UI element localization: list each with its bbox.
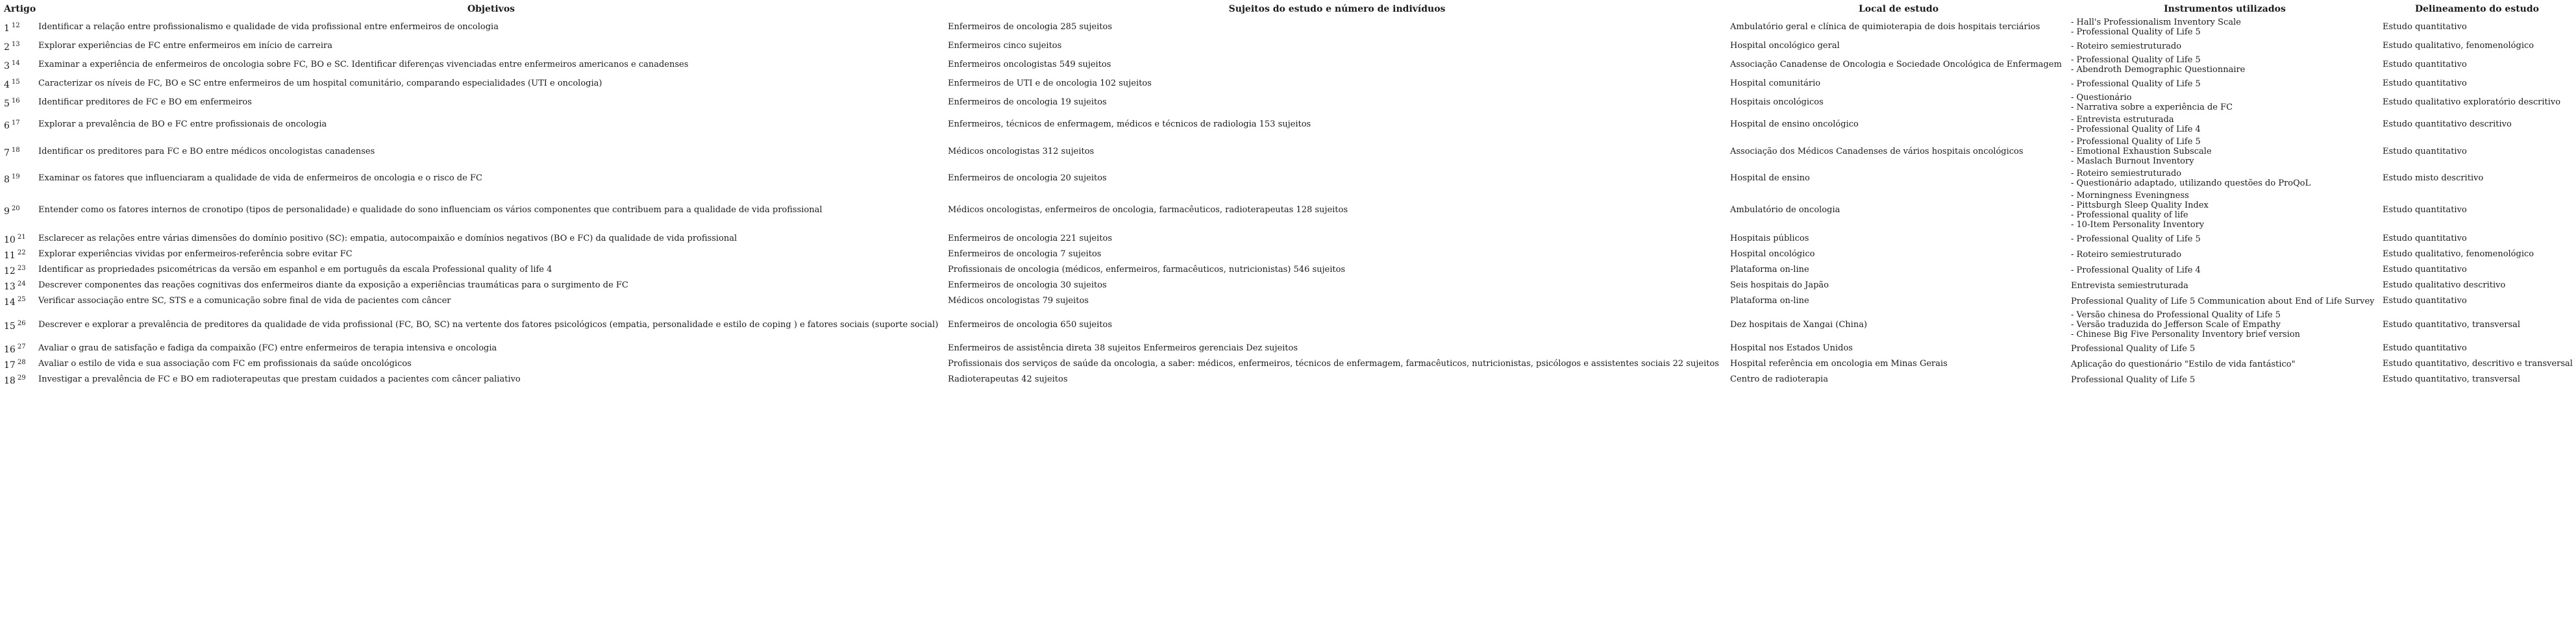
header-artigo: Artigo [4, 4, 36, 14]
design-cell: Estudo quantitativo [2383, 296, 2467, 306]
header-local: Local de estudo [1858, 4, 1939, 14]
objective-cell: Entender como os fatores internos de cronotipo (tipos de personalidade) e qualidade do sono influenciam os vários componentes que contribuem para a qualidade de vida profissional [38, 205, 823, 215]
subjects-cell: Enfermeiros de oncologia 7 sujeitos [948, 249, 1102, 259]
article-number [3, 38, 36, 54]
instruments-cell [2069, 341, 2381, 356]
design-cell: Estudo quantitativo [2383, 265, 2467, 275]
article-number [3, 54, 36, 76]
article-number [3, 278, 36, 293]
article-number [3, 136, 36, 167]
instrument-item: - Roteiro semiestruturado [2071, 249, 2182, 260]
design-cell: Estudo quantitativo [2383, 60, 2467, 69]
reference-number: 25 [17, 296, 26, 303]
article-index: 6 [4, 121, 10, 131]
design-cell: Estudo quantitativo, transversal [2383, 374, 2521, 384]
location-cell: Hospital nos Estados Unidos [1730, 343, 1853, 353]
location-cell: Associação dos Médicos Canadenses de vários hospitais oncológicos [1730, 146, 2024, 156]
article-index: 10 [4, 235, 16, 245]
design-cell: Estudo quantitativo, transversal [2383, 319, 2521, 330]
article-index: 3 [4, 61, 10, 71]
header-delineamento: Delineamento do estudo [2415, 4, 2539, 14]
location-cell: Hospital oncológico [1730, 249, 1815, 259]
location-cell: Hospital oncológico geral [1730, 41, 1840, 51]
objective-cell: Explorar a prevalência de BO e FC entre profissionais de oncologia [38, 119, 327, 129]
design-cell: Estudo quantitativo [2383, 343, 2467, 353]
table-row [3, 372, 2573, 387]
subjects-cell: Enfermeiros oncologistas 549 sujeitos [948, 60, 1111, 69]
reference-number: 23 [17, 265, 26, 272]
reference-number: 15 [11, 79, 20, 86]
instrument-item: - Emotional Exhaustion Subscale [2071, 147, 2212, 156]
article-number [3, 293, 36, 309]
article-index: 2 [4, 42, 10, 53]
reference-number: 18 [11, 146, 20, 154]
subjects-cell: Profissionais de oncologia (médicos, enfermeiros, farmacêuticos, nutricionistas) 546 sujeitos [948, 265, 1346, 275]
article-number [3, 114, 36, 136]
instruments-cell [2069, 16, 2381, 38]
subjects-cell: Enfermeiros de UTI e de oncologia 102 sujeitos [948, 79, 1152, 88]
reference-number: 14 [11, 60, 20, 67]
table-row [3, 76, 2573, 92]
subjects-cell: Enfermeiros, técnicos de enfermagem, médicos e técnicos de radiologia 153 sujeitos [948, 119, 1311, 129]
subjects-cell: Médicos oncologistas 79 sujeitos [948, 296, 1089, 306]
article-index: 16 [4, 345, 16, 355]
subjects-cell: Profissionais dos serviços de saúde da oncologia, a saber: médicos, enfermeiros, técnicos de enfermagem, farmacêuticos, nutricionistas, psicólogos e assistentes sociais 22 sujeitos [948, 359, 1719, 369]
reference-number: 22 [17, 249, 26, 256]
article-number [3, 190, 36, 231]
instrument-item: - Professional Quality of Life 5 [2071, 55, 2201, 65]
subjects-cell: Enfermeiros de oncologia 30 sujeitos [948, 280, 1107, 290]
article-index: 14 [4, 297, 16, 308]
instrument-item: - Entrevista estruturada [2071, 115, 2174, 125]
objective-cell: Explorar experiências de FC entre enfermeiros em início de carreira [38, 41, 332, 51]
instrument-item: - Hall's Professionalism Inventory Scale [2071, 18, 2241, 27]
table-row [3, 247, 2573, 262]
instrument-item: Entrevista semiestruturada [2071, 280, 2188, 291]
instrument-item: - Roteiro semiestruturado [2071, 41, 2182, 51]
instrument-item: - Professional Quality of Life 4 [2071, 265, 2201, 275]
article-number [3, 16, 36, 38]
article-number [3, 372, 36, 387]
table-row [3, 309, 2573, 341]
location-cell: Dez hospitais de Xangai (China) [1730, 319, 1868, 330]
objective-cell: Esclarecer as relações entre várias dimensões do domínio positivo (SC): empatia, autocompaixão e domínios negativos (BO e FC) da qualidade de vida profissional [38, 234, 737, 243]
instrument-item: - Roteiro semiestruturado [2071, 169, 2182, 178]
instrument-item: Professional Quality of Life 5 [2071, 343, 2196, 354]
table-row [3, 114, 2573, 136]
instrument-item: - Professional Quality of Life 5 [2071, 79, 2201, 89]
reference-number: 19 [11, 173, 20, 180]
instruments-cell [2069, 167, 2381, 190]
reference-number: 17 [11, 119, 20, 127]
design-cell: Estudo quantitativo [2383, 234, 2467, 243]
design-cell: Estudo qualitativo, fenomenológico [2383, 249, 2534, 259]
location-cell: Centro de radioterapia [1730, 374, 1828, 384]
subjects-cell: Médicos oncologistas, enfermeiros de oncologia, farmacêuticos, radioterapeutas 128 sujeitos [948, 205, 1348, 215]
reference-number: 20 [11, 205, 20, 212]
instruments-cell [2069, 309, 2381, 341]
table-row [3, 190, 2573, 231]
subjects-cell: Enfermeiros de oncologia 650 sujeitos [948, 319, 1112, 330]
instrument-item: - Narrativa sobre a experiência de FC [2071, 103, 2233, 112]
location-cell: Hospital comunitário [1730, 79, 1821, 88]
design-cell: Estudo quantitativo descritivo [2383, 119, 2512, 129]
instrument-item: - Versão chinesa do Professional Quality of Life 5 [2071, 310, 2281, 320]
articles-table [3, 3, 2573, 387]
design-cell: Estudo quantitativo [2383, 146, 2467, 156]
table-row [3, 293, 2573, 309]
instrument-item: - Maslach Burnout Inventory [2071, 156, 2194, 166]
instrument-item: - Chinese Big Five Personality Inventory brief version [2071, 330, 2301, 339]
article-index: 7 [4, 147, 10, 158]
instrument-item: Aplicação do questionário "Estilo de vida fantástico" [2071, 359, 2296, 369]
location-cell: Hospitais públicos [1730, 234, 1809, 243]
instrument-item: - Professional Quality of Life 4 [2071, 125, 2201, 134]
table-row [3, 356, 2573, 372]
instrument-item: Professional Quality of Life 5 Communication about End of Life Survey [2071, 296, 2375, 306]
subjects-cell: Médicos oncologistas 312 sujeitos [948, 146, 1095, 156]
instrument-item: - Pittsburgh Sleep Quality Index [2071, 201, 2209, 210]
table-row [3, 231, 2573, 247]
article-index: 12 [4, 266, 16, 276]
reference-number: 12 [11, 22, 20, 29]
objective-cell: Avaliar o estilo de vida e sua associação com FC em profissionais da saúde oncológicos [38, 359, 412, 369]
instruments-cell [2069, 38, 2381, 54]
objective-cell: Verificar associação entre SC, STS e a comunicação sobre final de vida de pacientes com câncer [38, 296, 451, 306]
instruments-cell [2069, 92, 2381, 114]
instruments-cell [2069, 114, 2381, 136]
article-index: 4 [4, 80, 10, 90]
reference-number: 27 [17, 343, 26, 350]
objective-cell: Descrever e explorar a prevalência de preditores da qualidade de vida profissional (FC, BO, SC) na vertente dos fatores psicológicos (empatia, personalidade e estilo de coping ) e fatores sociais (suporte social) [38, 319, 939, 330]
instrument-item: - Professional Quality of Life 5 [2071, 137, 2201, 147]
reference-number: 21 [17, 234, 26, 241]
objective-cell: Descrever componentes das reações cognitivas dos enfermeiros diante da exposição a experiências traumáticas para o surgimento de FC [38, 280, 628, 290]
reference-number: 28 [17, 359, 26, 366]
location-cell: Associação Canadense de Oncologia e Sociedade Oncológica de Enfermagem [1730, 60, 2062, 69]
instrument-item: Professional Quality of Life 5 [2071, 374, 2196, 385]
table-row [3, 136, 2573, 167]
article-index: 8 [4, 175, 10, 185]
objective-cell: Identificar a relação entre profissionalismo e qualidade de vida profissional entre enfermeiros de oncologia [38, 22, 499, 32]
article-index: 18 [4, 376, 16, 386]
article-number [3, 309, 36, 341]
objective-cell: Caracterizar os níveis de FC, BO e SC entre enfermeiros de um hospital comunitário, comparando especialidades (UTI e oncologia) [38, 79, 602, 88]
location-cell: Plataforma on-line [1730, 265, 1809, 275]
article-index: 15 [4, 321, 16, 332]
reference-number: 13 [11, 41, 20, 48]
design-cell: Estudo quantitativo, descritivo e transversal [2383, 359, 2573, 369]
article-index: 9 [4, 206, 10, 217]
article-number [3, 356, 36, 372]
objective-cell: Identificar preditores de FC e BO em enfermeiros [38, 97, 252, 107]
objective-cell: Identificar as propriedades psicométricas da versão em espanhol e em português da escala Professional quality of life 4 [38, 265, 552, 275]
reference-number: 29 [17, 374, 26, 382]
article-number [3, 341, 36, 356]
subjects-cell: Enfermeiros de oncologia 19 sujeitos [948, 97, 1107, 107]
location-cell: Hospital de ensino [1730, 173, 1810, 183]
objective-cell: Identificar os preditores para FC e BO entre médicos oncologistas canadenses [38, 146, 375, 156]
article-number [3, 247, 36, 262]
design-cell: Estudo qualitativo descritivo [2383, 280, 2506, 290]
table-row [3, 167, 2573, 190]
subjects-cell: Enfermeiros de oncologia 20 sujeitos [948, 173, 1107, 183]
table-row [3, 16, 2573, 38]
instrument-item: - Professional Quality of Life 5 [2071, 234, 2201, 244]
instruments-cell [2069, 231, 2381, 247]
table-row [3, 38, 2573, 54]
location-cell: Seis hospitais do Japão [1730, 280, 1829, 290]
instruments-cell [2069, 76, 2381, 92]
instrument-item: - 10-Item Personality Inventory [2071, 220, 2205, 230]
table-body [3, 16, 2573, 387]
article-number [3, 231, 36, 247]
instruments-cell [2069, 372, 2381, 387]
article-index: 13 [4, 282, 16, 292]
instruments-cell [2069, 356, 2381, 372]
objective-cell: Investigar a prevalência de FC e BO em radioterapeutas que prestam cuidados a pacientes com câncer paliativo [38, 374, 521, 384]
instrument-item: - Abendroth Demographic Questionnaire [2071, 65, 2246, 75]
subjects-cell: Enfermeiros cinco sujeitos [948, 41, 1062, 51]
article-number [3, 262, 36, 278]
table-row [3, 92, 2573, 114]
instrument-item: - Questionário adaptado, utilizando questões do ProQoL [2071, 178, 2311, 188]
article-number [3, 92, 36, 114]
instrument-item: - Morningness Eveningness [2071, 191, 2189, 201]
instruments-cell [2069, 247, 2381, 262]
subjects-cell: Radioterapeutas 42 sujeitos [948, 374, 1068, 384]
table-row [3, 54, 2573, 76]
table-row [3, 278, 2573, 293]
instruments-cell [2069, 262, 2381, 278]
subjects-cell: Enfermeiros de oncologia 221 sujeitos [948, 234, 1112, 243]
location-cell: Hospitais oncológicos [1730, 97, 1824, 107]
location-cell: Plataforma on-line [1730, 296, 1809, 306]
table-row [3, 341, 2573, 356]
subjects-cell: Enfermeiros de assistência direta 38 sujeitos Enfermeiros gerenciais Dez sujeitos [948, 343, 1298, 353]
design-cell: Estudo qualitativo exploratório descritivo [2383, 97, 2561, 107]
location-cell: Ambulatório de oncologia [1730, 205, 1840, 215]
header-row [3, 3, 2573, 16]
header-sujeitos: Sujeitos do estudo e número de indivíduos [1228, 4, 1446, 14]
instrument-item: - Versão traduzida do Jefferson Scale of Empathy [2071, 320, 2281, 330]
instruments-cell [2069, 136, 2381, 167]
instruments-cell [2069, 278, 2381, 293]
header-objetivos: Objetivos [467, 4, 515, 14]
design-cell: Estudo quantitativo [2383, 79, 2467, 88]
location-cell: Hospital referência em oncologia em Minas Gerais [1730, 359, 1948, 369]
instruments-cell [2069, 54, 2381, 76]
reference-number: 24 [17, 280, 26, 287]
article-number [3, 76, 36, 92]
table-row [3, 262, 2573, 278]
objective-cell: Examinar a experiência de enfermeiros de oncologia sobre FC, BO e SC. Identificar diferenças vivenciadas entre enfermeiros americanos e canadenses [38, 60, 689, 69]
design-cell: Estudo quantitativo [2383, 205, 2467, 215]
reference-number: 16 [11, 97, 20, 104]
instrument-item: - Professional quality of life [2071, 210, 2188, 220]
location-cell: Hospital de ensino oncológico [1730, 119, 1859, 129]
instruments-cell [2069, 293, 2381, 309]
design-cell: Estudo quantitativo [2383, 22, 2467, 32]
instrument-item: - Professional Quality of Life 5 [2071, 27, 2201, 37]
objective-cell: Avaliar o grau de satisfação e fadiga da compaixão (FC) entre enfermeiros de terapia intensiva e oncologia [38, 343, 497, 353]
instruments-cell [2069, 190, 2381, 231]
article-index: 5 [4, 99, 10, 109]
article-index: 11 [4, 251, 16, 261]
objective-cell: Explorar experiências vividas por enfermeiros-referência sobre evitar FC [38, 249, 353, 259]
article-index: 17 [4, 360, 16, 371]
header-instrumentos: Instrumentos utilizados [2164, 4, 2286, 14]
design-cell: Estudo qualitativo, fenomenológico [2383, 41, 2534, 51]
design-cell: Estudo misto descritivo [2383, 173, 2484, 183]
article-index: 1 [4, 23, 10, 34]
article-number [3, 167, 36, 190]
subjects-cell: Enfermeiros de oncologia 285 sujeitos [948, 22, 1112, 32]
table-header [3, 3, 2573, 16]
objective-cell: Examinar os fatores que influenciaram a qualidade de vida de enfermeiros de oncologia e o risco de FC [38, 173, 482, 183]
reference-number: 26 [17, 319, 26, 327]
location-cell: Ambulatório geral e clínica de quimioterapia de dois hospitais terciários [1730, 22, 2040, 32]
instrument-item: - Questionário [2071, 93, 2132, 103]
